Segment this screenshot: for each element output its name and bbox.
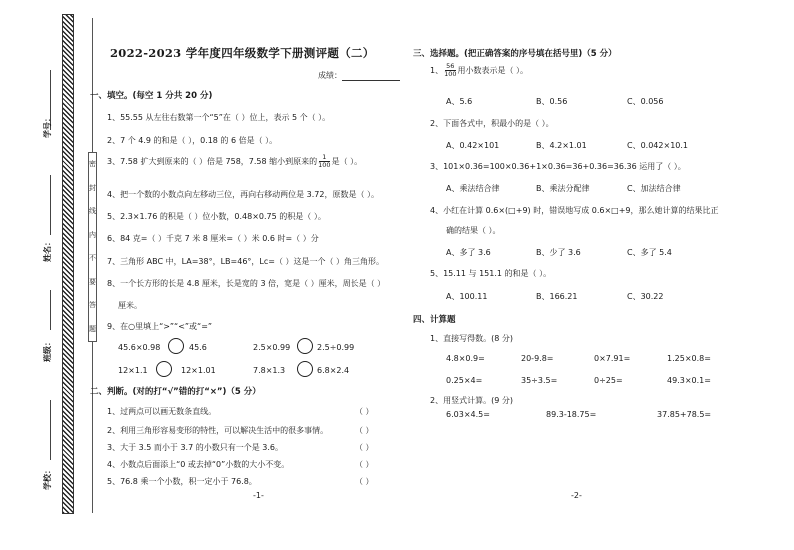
school-label: 学校：	[43, 466, 52, 490]
section-4-title: 四、计算题	[413, 315, 456, 325]
calc-item: 1.25×0.8=	[667, 354, 711, 363]
seal-char: 封	[89, 183, 96, 192]
fraction	[318, 154, 330, 169]
judge-q2: 2、利用三角形容易变形的特性，可以解决生活中的很多事情。	[107, 426, 329, 435]
fill-q3-part1: 3、7.58 扩大到原来的（ ）倍是 758，7.58 缩小到原来的	[107, 157, 318, 166]
choice-option[interactable]: A、乘法结合律	[446, 184, 500, 193]
calc-item: 0÷25=	[594, 376, 623, 385]
seal-char: 线	[89, 207, 96, 216]
choice-q2: 2、下面各式中，积最小的是（ ）。	[430, 119, 554, 128]
fill-q4: 4、把一个数的小数点向左移动三位，再向右移动两位是 3.72，原数是（ ）。	[107, 190, 379, 199]
class-label: 班级：	[43, 338, 52, 362]
choice-option[interactable]: A、多了 3.6	[446, 248, 491, 257]
choice-option[interactable]: B、166.21	[536, 292, 578, 301]
compare-circle[interactable]	[168, 338, 184, 354]
choice-option[interactable]: C、0.042×10.1	[627, 141, 689, 150]
calc-item: 49.3×0.1=	[667, 376, 711, 385]
choice-q4-cont: 确的结果（ ）。	[446, 226, 501, 235]
calc-q2: 2、用竖式计算。(9 分)	[430, 396, 513, 405]
choice-q3: 3、101×0.36=100×0.36+1×0.36=36+0.36=36.36 运用了（ ）。	[430, 162, 686, 171]
choice-option[interactable]: C、0.056	[627, 97, 664, 106]
section-1-title: 一、填空。(每空 1 分共 20 分)	[90, 91, 213, 101]
section-2-title: 二、判断。(对的打“√”错的打“×”)（5 分）	[90, 387, 261, 397]
calc-q1: 1、直接写得数。(8 分)	[430, 334, 513, 343]
choice-option[interactable]: B、少了 3.6	[536, 248, 581, 257]
name-label: 姓名：	[43, 238, 52, 262]
judge-answer-box[interactable]: （ ）	[355, 460, 374, 469]
fill-q6: 6、84 克=（ ）千克 7 米 8 厘米=（ ）米 0.6 时=（ ）分	[107, 234, 319, 243]
judge-answer-box[interactable]: （ ）	[355, 443, 374, 452]
page-number: -2-	[571, 491, 582, 500]
choice-q4: 4、小红在计算 0.6×(□+9) 时，错误地写成 0.6×□+9，那么她计算的结果比正	[430, 206, 719, 215]
compare-expr: 2.5÷0.99	[317, 343, 355, 352]
choice-q1-pre: 1、	[430, 66, 444, 75]
name-line	[50, 175, 51, 235]
choice-option[interactable]: C、加法结合律	[627, 184, 681, 193]
vertical-calc-item: 6.03×4.5=	[446, 410, 490, 419]
seal-char: 内	[89, 230, 96, 239]
fill-q3	[107, 154, 362, 169]
fraction-denominator: 100	[444, 70, 457, 78]
judge-answer-box[interactable]: （ ）	[355, 477, 374, 486]
seal-char: 不	[89, 254, 96, 263]
student-id-label: 学号：	[43, 114, 52, 138]
seal-char: 密	[89, 160, 96, 169]
fraction	[444, 63, 456, 78]
seal-char: 题	[89, 324, 96, 333]
compare-expr: 2.5×0.99	[253, 343, 291, 352]
compare-expr: 12×1.01	[181, 366, 216, 375]
fill-q7: 7、三角形 ABC 中，LA=38°，LB=46°，Lc=（ ）这是一个（ ）角三角形。	[107, 257, 385, 266]
compare-expr: 45.6×0.98	[118, 343, 161, 352]
school-line	[50, 400, 51, 460]
fraction-numerator: 56	[446, 62, 455, 70]
page-title: 2022-2023 学年度四年级数学下册测评题（二）	[110, 46, 375, 60]
calc-item: 0.25×4=	[446, 376, 483, 385]
compare-expr: 12×1.1	[118, 366, 148, 375]
judge-answer-box[interactable]: （ ）	[355, 407, 374, 416]
score-blank[interactable]	[342, 72, 400, 81]
binding-hatch	[62, 14, 74, 514]
calc-item: 4.8×0.9=	[446, 354, 485, 363]
fill-q8: 8、一个长方形的长是 4.8 厘米，长是宽的 3 倍，宽是（ ）厘米，周长是（ ）	[107, 279, 386, 288]
choice-option[interactable]: B、乘法分配律	[536, 184, 590, 193]
vertical-calc-item: 37.85+78.5=	[657, 410, 712, 419]
fill-q9: 9、在○里填上“>”“<”或“=”	[107, 322, 213, 331]
page-number: -1-	[253, 491, 264, 500]
fill-q8-cont: 厘米。	[118, 301, 142, 310]
calc-item: 35÷3.5=	[521, 376, 558, 385]
choice-q1	[430, 63, 528, 78]
choice-option[interactable]: A、5.6	[446, 97, 473, 106]
seal-notice	[88, 152, 97, 342]
class-line	[50, 290, 51, 330]
choice-option[interactable]: B、0.56	[536, 97, 568, 106]
compare-circle[interactable]	[156, 361, 172, 377]
choice-option[interactable]: C、30.22	[627, 292, 664, 301]
judge-q5: 5、76.8 乘一个小数，积一定小于 76.8。	[107, 477, 257, 486]
choice-option[interactable]: C、多了 5.4	[627, 248, 672, 257]
judge-answer-box[interactable]: （ ）	[355, 426, 374, 435]
fill-q3-part2: 是（ ）。	[331, 157, 363, 166]
compare-expr: 7.8×1.3	[253, 366, 286, 375]
choice-q1-post: 用小数表示是（ ）。	[457, 66, 529, 75]
compare-expr: 6.8×2.4	[317, 366, 350, 375]
compare-expr: 45.6	[189, 343, 207, 352]
choice-q5: 5、15.11 与 151.1 的和是（ ）。	[430, 269, 552, 278]
score-label: 成绩：	[318, 71, 342, 80]
judge-q4: 4、小数点后面添上“0 或去掉“0”小数的大小不变。	[107, 460, 290, 469]
fraction-numerator: 1	[322, 153, 327, 161]
seal-char: 要	[89, 277, 96, 286]
vertical-calc-item: 89.3-18.75=	[546, 410, 597, 419]
seal-char: 答	[89, 301, 96, 310]
compare-circle[interactable]	[297, 361, 313, 377]
fill-q2: 2、7 个 4.9 的和是（ ），0.18 的 6 倍是（ ）。	[107, 136, 278, 145]
judge-q3: 3、大于 3.5 而小于 3.7 的小数只有一个是 3.6。	[107, 443, 283, 452]
choice-option[interactable]: A、100.11	[446, 292, 488, 301]
section-3-title: 三、选择题。(把正确答案的序号填在括号里)（5 分）	[413, 49, 617, 59]
score-field	[318, 70, 400, 81]
compare-circle[interactable]	[297, 338, 313, 354]
choice-option[interactable]: A、0.42×101	[446, 141, 500, 150]
judge-q1: 1、过两点可以画无数条直线。	[107, 407, 217, 416]
choice-option[interactable]: B、4.2×1.01	[536, 141, 587, 150]
fill-q1: 1、55.55 从左往右数第一个“5”在（ ）位上，表示 5 个（ ）。	[107, 113, 331, 122]
fraction-denominator: 100	[318, 161, 331, 169]
calc-item: 0×7.91=	[594, 354, 631, 363]
calc-item: 20-9.8=	[521, 354, 554, 363]
fill-q5: 5、2.3×1.76 的积是（ ）位小数，0.48×0.75 的积是（ ）。	[107, 212, 326, 221]
